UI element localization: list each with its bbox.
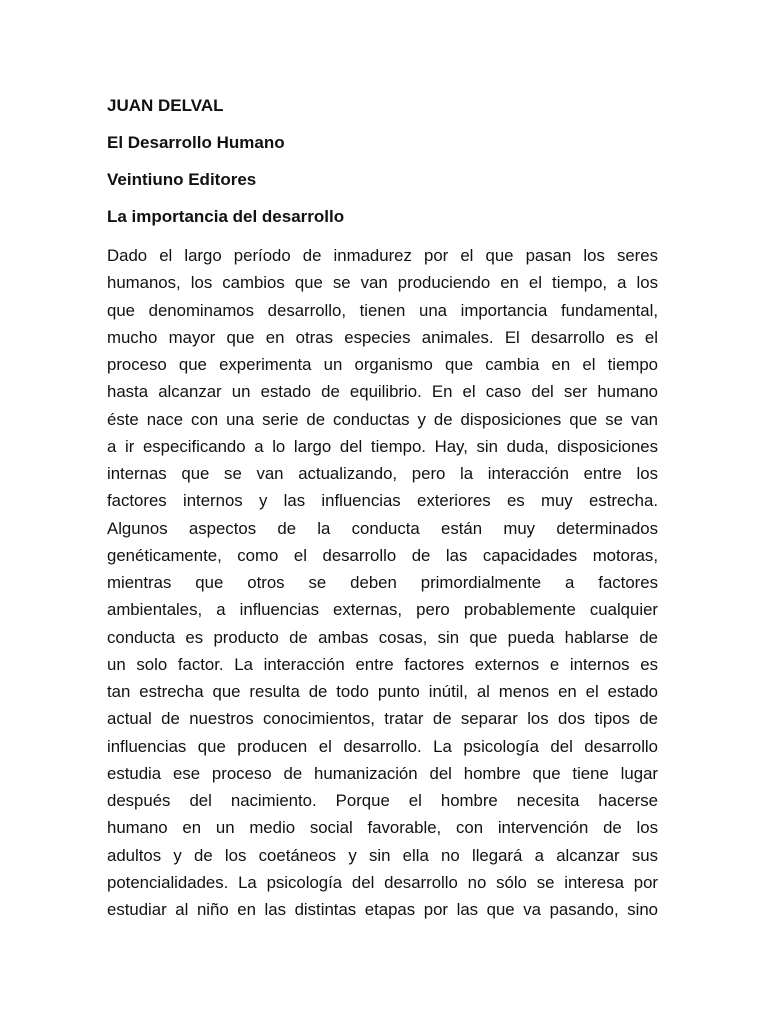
paragraph-line: adultos y de los coetáneos y sin ella no llegará a alcanzar sus [107,845,658,865]
paragraph-line: humano en un medio social favorable, con intervención de los [107,818,658,838]
paragraph-line: hasta alcanzar un estado de equilibrio. En el caso del ser humano [107,382,658,402]
paragraph-line: éste nace con una serie de conductas y de disposiciones que se van [107,409,658,429]
publisher-heading: Veintiuno Editores [107,170,257,189]
paragraph-line: tan estrecha que resulta de todo punto inútil, al menos en el estado [107,682,658,701]
paragraph-line: factores internos y las influencias exteriores es muy estrecha. [107,491,658,511]
paragraph-line: estudia ese proceso de humanización del hombre que tiene lugar [107,763,658,783]
paragraph-line: después del nacimiento. Porque el hombre necesita hacerse [107,791,658,810]
paragraph-line: proceso que experimenta un organismo que cambia en el tiempo [107,355,658,374]
paragraph-line: Dado el largo período de inmadurez por el que pasan los seres [107,246,658,265]
body-paragraph [107,242,658,923]
paragraph-line: estudiar al niño en las distintas etapas por las que va pasando, sino [107,900,658,919]
paragraph-line: influencias que producen el desarrollo. La psicología del desarrollo [107,736,658,756]
paragraph-line: ambientales, a influencias externas, pero probablemente cualquier [107,600,658,620]
paragraph-line: a ir especificando a lo largo del tiempo. Hay, sin duda, disposiciones [107,436,658,456]
paragraph-line: potencialidades. La psicología del desarrollo no sólo se interesa por [107,872,658,892]
paragraph-line: conducta es producto de ambas cosas, sin que pueda hablarse de [107,627,658,647]
document-content [107,94,658,923]
paragraph-line: genéticamente, como el desarrollo de las capacidades motoras, [107,545,658,565]
paragraph-line: un solo factor. La interacción entre factores externos e internos es [107,654,658,674]
author-heading: JUAN DELVAL [107,96,224,115]
paragraph-line: mucho mayor que en otras especies animales. El desarrollo es el [107,327,658,347]
book-title-heading: El Desarrollo Humano [107,133,285,152]
paragraph-line: mientras que otros se deben primordialmente a factores [107,573,658,592]
paragraph-line: internas que se van actualizando, pero la interacción entre los [107,464,658,483]
paragraph-line: humanos, los cambios que se van produciendo en el tiempo, a los [107,273,658,293]
section-title-heading: La importancia del desarrollo [107,207,345,226]
paragraph-line: que denominamos desarrollo, tienen una importancia fundamental, [107,300,658,320]
paragraph-line: Algunos aspectos de la conducta están muy determinados [107,518,658,538]
paragraph-line: actual de nuestros conocimientos, tratar de separar los dos tipos de [107,709,658,729]
